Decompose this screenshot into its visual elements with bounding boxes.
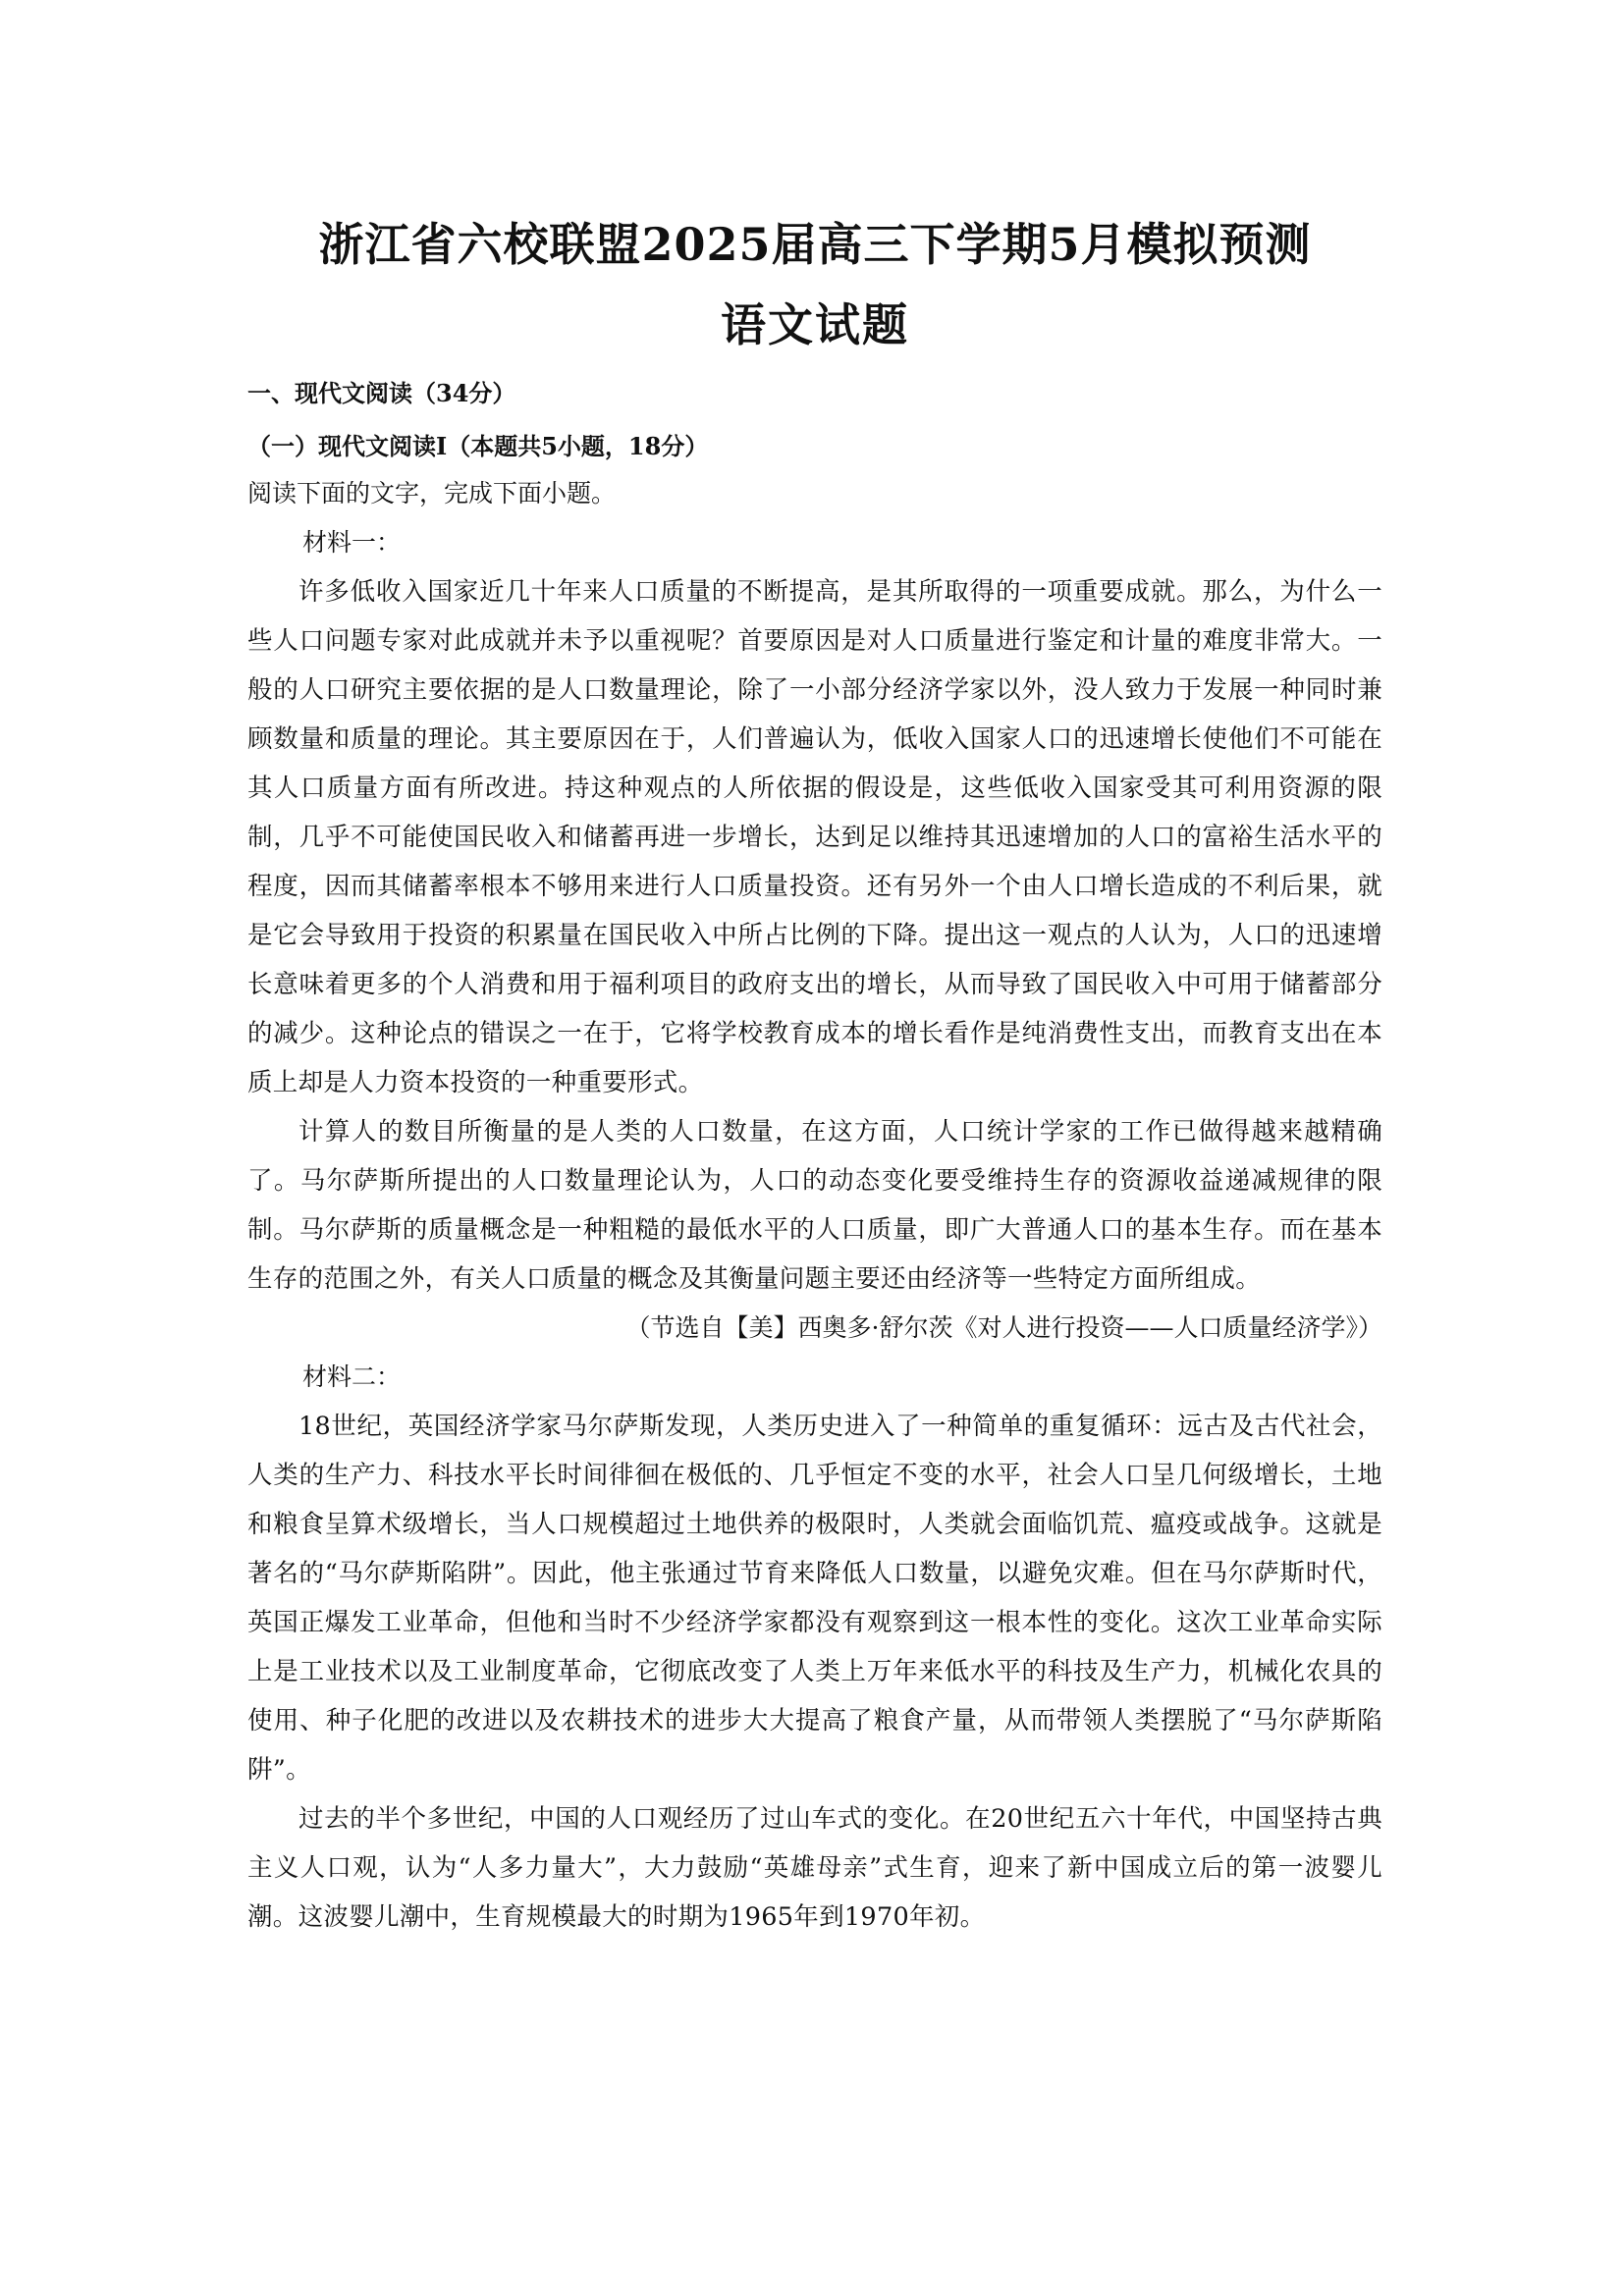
page-subtitle: 语文试题 <box>721 298 909 351</box>
material-one-paragraph: 计算人的数目所衡量的是人类的人口数量，在这方面，人口统计学家的工作已做得越来越精确了。马尔萨斯所提出的人口数量理论认为，人口的动态变化要受维持生存的资源收益递减规律的限制。马尔萨斯的质量概念是一种粗糙的最低水平的人口质量，即广大普通人口的基本生存。而在基本生存的范围之外，有关人口质量的概念及其衡量问题主要还由经济等一些特定方面所组成。 <box>247 1117 1382 1294</box>
material-two-paragraph: 过去的半个多世纪，中国的人口观经历了过山车式的变化。在20世纪五六十年代，中国坚持古典主义人口观，认为“人多力量大”，大力鼓励“英雄母亲”式生育，迎来了新中国成立后的第一波婴儿潮。这波婴儿潮中，生育规模最大的时期为1965年到1970年初。 <box>247 1804 1382 1932</box>
material-one-label: 材料一： <box>302 528 402 557</box>
material-two-paragraph: 18世纪，英国经济学家马尔萨斯发现，人类历史进入了一种简单的重复循环：远古及古代社会，人类的生产力、科技水平长时间徘徊在极低的、几乎恒定不变的水平，社会人口呈几何级增长，土地和粮食呈算术级增长，当人口规模超过土地供养的极限时，人类就会面临饥荒、瘟疫或战争。这就是著名的“马尔萨斯陷阱”。因此，他主张通过节育来降低人口数量，以避免灾难。但在马尔萨斯时代，英国正爆发工业革命，但他和当时不少经济学家都没有观察到这一根本性的变化。这次工业革命实际上是工业技术以及工业制度革命，它彻底改变了人类上万年来低水平的科技及生产力，机械化农具的使用、种子化肥的改进以及农耕技术的进步大大提高了粮食产量，从而带领人类摆脱了“马尔萨斯陷阱”。 <box>247 1412 1382 1785</box>
subsection-heading: （一）现代文阅读Ⅰ（本题共5小题，18分） <box>247 432 709 460</box>
page-title: 浙江省六校联盟2025届高三下学期5月模拟预测 <box>318 218 1312 271</box>
material-one-paragraph: 许多低收入国家近几十年来人口质量的不断提高，是其所取得的一项重要成就。那么，为什么一些人口问题专家对此成就并未予以重视呢？首要原因是对人口质量进行鉴定和计量的难度非常大。一般的人口研究主要依据的是人口数量理论，除了一小部分经济学家以外，没人致力于发展一种同时兼顾数量和质量的理论。其主要原因在于，人们普遍认为，低收入国家人口的迅速增长使他们不可能在其人口质量方面有所改进。持这种观点的人所依据的假设是，这些低收入国家受其可利用资源的限制，几乎不可能使国民收入和储蓄再进一步增长，达到足以维持其迅速增加的人口的富裕生活水平的程度，因而其储蓄率根本不够用来进行人口质量投资。还有另外一个由人口增长造成的不利后果，就是它会导致用于投资的积累量在国民收入中所占比例的下降。提出这一观点的人认为，人口的迅速增长意味着更多的个人消费和用于福利项目的政府支出的增长，从而导致了国民收入中可用于储蓄部分的减少。这种论点的错误之一在于，它将学校教育成本的增长看作是纯消费性支出，而教育支出在本质上却是人力资本投资的一种重要形式。 <box>247 577 1382 1097</box>
material-one-source: （节选自【美】西奥多·舒尔茨《对人进行投资——人口质量经济学》） <box>625 1313 1382 1342</box>
material-two-label: 材料二： <box>302 1362 402 1391</box>
section-heading: 一、现代文阅读（34分） <box>247 379 516 407</box>
instruction-text: 阅读下面的文字，完成下面小题。 <box>247 479 617 507</box>
